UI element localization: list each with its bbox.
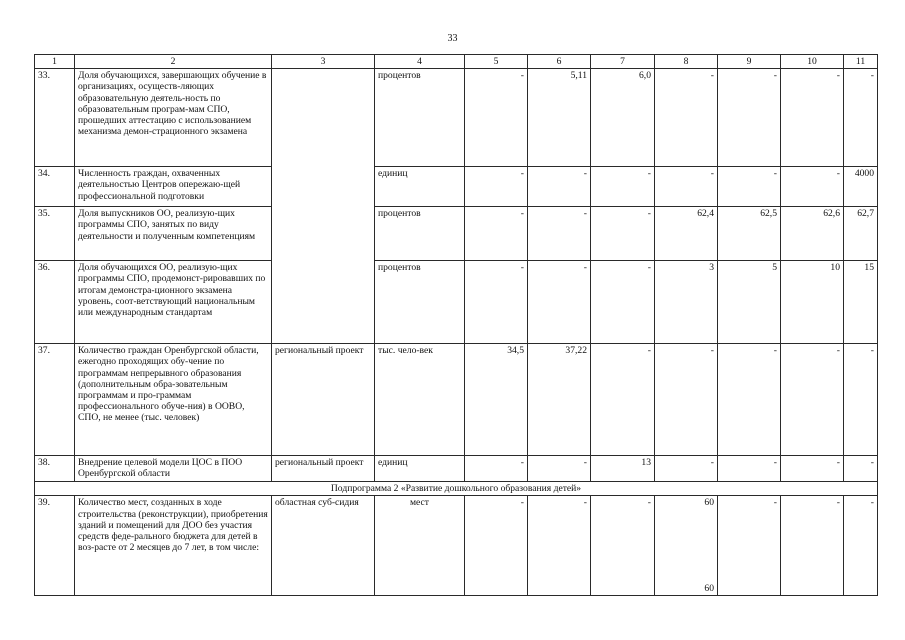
row-number: 37.: [35, 344, 75, 456]
indicator-name: Доля обучающихся ОО, реализую-щих программы СПО, продемонст-рировавших по итогам демонстра-ционного экзамена уровень, соот-ветствующий национальным или международным стандартам: [75, 261, 272, 344]
row-number: 36.: [35, 261, 75, 344]
row-number: 34.: [35, 167, 75, 207]
indicator-name: Доля обучающихся, завершающих обучение в организациях, осуществ-ляющих образовательную деятель-ность по образовательным програм-мам СПО, прошедших аттестацию с использованием механизма демон-страционного экзамена: [75, 69, 272, 167]
column-header: 10: [781, 55, 844, 69]
page-number: 33: [447, 33, 458, 44]
value-cell: -: [781, 167, 844, 207]
value-cell: -: [655, 167, 718, 207]
value-cell: -: [718, 69, 781, 167]
table-row: [35, 69, 878, 167]
value-bottom: 60: [704, 583, 714, 595]
column-header: 9: [718, 55, 781, 69]
indicator-name: Внедрение целевой модели ЦОС в ПОО Оренбургской области: [75, 456, 272, 482]
table-row: [35, 496, 878, 596]
value-cell: -: [844, 69, 878, 167]
value-cell: -: [844, 456, 878, 482]
row-number: 38.: [35, 456, 75, 482]
column-header: 7: [591, 55, 655, 69]
value-cell: -: [528, 261, 591, 344]
value-cell: -: [844, 344, 878, 456]
column-header: 8: [655, 55, 718, 69]
indicator-name: Численность граждан, охваченных деятельностью Центров опережаю-щей профессиональной подготовки: [75, 167, 272, 207]
value-cell: -: [528, 167, 591, 207]
value-cell: -: [718, 456, 781, 482]
value-cell: 13: [591, 456, 655, 482]
value-cell: -: [718, 167, 781, 207]
value-cell: 34,5: [465, 344, 528, 456]
value-cell: -: [781, 344, 844, 456]
column-number-header-row: [35, 55, 878, 69]
value-cell: [655, 496, 718, 596]
value-cell: -: [781, 69, 844, 167]
value-cell: -: [465, 261, 528, 344]
subprogram-row: [35, 482, 878, 496]
value-cell: 15: [844, 261, 878, 344]
unit-cell: процентов: [375, 261, 465, 344]
value-top: 60: [704, 497, 714, 509]
row-number: 39.: [35, 496, 75, 596]
source-cell: [272, 69, 375, 344]
unit-cell: единиц: [375, 456, 465, 482]
column-header: 3: [272, 55, 375, 69]
value-cell: 6,0: [591, 69, 655, 167]
column-header: 5: [465, 55, 528, 69]
indicator-name: Количество мест, созданных в ходе строительства (реконструкции), приобретения зданий и помещений для ДОО без участия средств феде-рального бюджета для детей в воз-расте от 2 месяцев до 7 лет, в том числе:: [75, 496, 272, 596]
value-cell: 37,22: [528, 344, 591, 456]
indicator-name: Количество граждан Оренбургской области, ежегодно проходящих обу-чение по программам непрерывного образования (дополнительным обра-зовательным программам и про-граммам профессионального обуче-ния) в ООВО, СПО, не менее (тыс. человек): [75, 344, 272, 456]
value-cell: -: [465, 207, 528, 261]
value-cell: -: [591, 207, 655, 261]
source-cell: региональный проект: [272, 456, 375, 482]
value-cell: -: [528, 456, 591, 482]
column-header: 4: [375, 55, 465, 69]
value-cell: -: [655, 69, 718, 167]
unit-cell: тыс. чело-век: [375, 344, 465, 456]
subprogram-title: Подпрограмма 2 «Развитие дошкольного образования детей»: [35, 482, 878, 496]
value-cell: -: [718, 496, 781, 596]
value-cell: -: [465, 69, 528, 167]
indicator-name: Доля выпускников ОО, реализую-щих программы СПО, занятых по виду деятельности и полученным компетенциям: [75, 207, 272, 261]
value-cell: -: [465, 167, 528, 207]
value-cell: -: [655, 344, 718, 456]
unit-cell: мест: [375, 496, 465, 596]
row-number: 33.: [35, 69, 75, 167]
table-row: [35, 207, 878, 261]
value-cell: -: [591, 344, 655, 456]
value-cell: -: [844, 496, 878, 596]
value-cell: -: [781, 496, 844, 596]
value-cell: 5,11: [528, 69, 591, 167]
row-number: 35.: [35, 207, 75, 261]
value-cell: -: [591, 496, 655, 596]
value-cell: 3: [655, 261, 718, 344]
value-cell: -: [465, 496, 528, 596]
value-cell: -: [655, 456, 718, 482]
table-row: [35, 167, 878, 207]
value-cell: 62,5: [718, 207, 781, 261]
value-cell: -: [528, 496, 591, 596]
column-header: 11: [844, 55, 878, 69]
column-header: 6: [528, 55, 591, 69]
source-cell: областная суб-сидия: [272, 496, 375, 596]
value-cell: 10: [781, 261, 844, 344]
value-cell: -: [591, 261, 655, 344]
unit-cell: процентов: [375, 69, 465, 167]
value-cell: -: [781, 456, 844, 482]
value-cell: -: [465, 456, 528, 482]
source-cell: региональный проект: [272, 344, 375, 456]
value-cell: -: [718, 344, 781, 456]
value-cell: 5: [718, 261, 781, 344]
value-cell: -: [528, 207, 591, 261]
table-row: [35, 261, 878, 344]
table-row: [35, 456, 878, 482]
value-cell: 4000: [844, 167, 878, 207]
value-cell: 62,7: [844, 207, 878, 261]
value-cell: 62,4: [655, 207, 718, 261]
unit-cell: единиц: [375, 167, 465, 207]
unit-cell: процентов: [375, 207, 465, 261]
table-row: [35, 344, 878, 456]
column-header: 1: [35, 55, 75, 69]
indicators-table: [34, 54, 878, 596]
value-cell: 62,6: [781, 207, 844, 261]
value-cell: -: [591, 167, 655, 207]
column-header: 2: [75, 55, 272, 69]
